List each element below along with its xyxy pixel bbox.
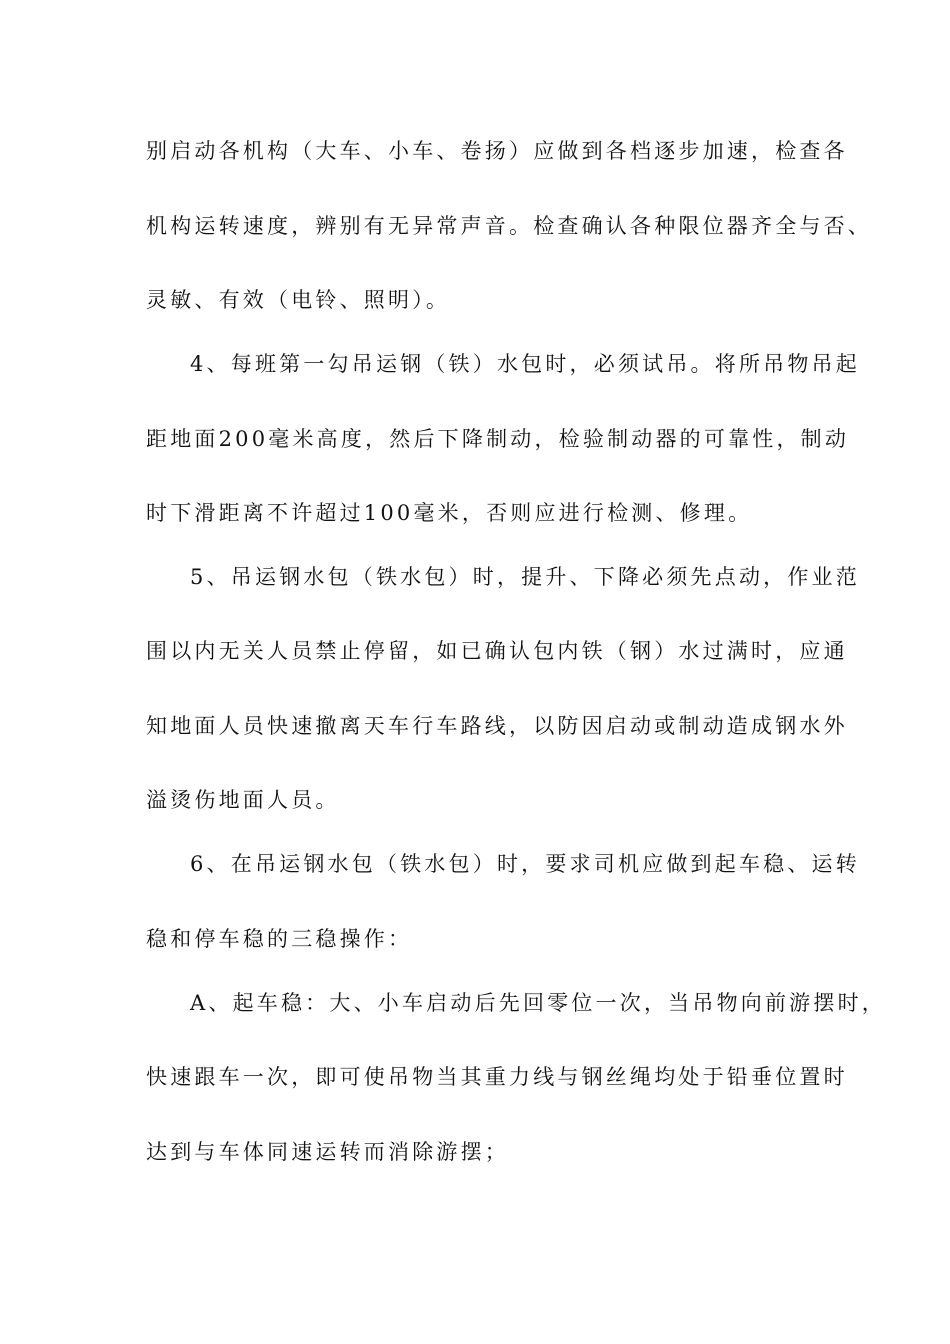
text-line: 机构运转速度，辨别有无异常声音。检查确认各种限位器齐全与否、 <box>146 214 872 238</box>
text-line: 距地面200毫米高度，然后下降制动，检验制动器的可靠性，制动 <box>146 427 850 451</box>
paragraph-start-line: 4、每班第一勾吊运钢（铁）水包时，必须试吊。将所吊物吊起 <box>190 352 860 376</box>
text-line: 稳和停车稳的三稳操作： <box>146 927 413 951</box>
paragraph-start-line: A、起车稳：大、小车启动后先回零位一次，当吊物向前游摆时， <box>190 991 886 1015</box>
text-line: 达到与车体同速运转而消除游摆； <box>146 1140 509 1164</box>
text-line: 别启动各机构（大车、小车、卷扬）应做到各档逐步加速，检查各 <box>146 139 848 163</box>
paragraph-start-line: 6、在吊运钢水包（铁水包）时，要求司机应做到起车稳、运转 <box>190 852 860 876</box>
text-line: 灵敏、有效（电铃、照明）。 <box>146 288 451 312</box>
text-line: 溢烫伤地面人员。 <box>146 788 340 812</box>
text-line: 知地面人员快速撤离天车行车路线，以防因启动或制动造成钢水外 <box>146 714 848 738</box>
paragraph-start-line: 5、吊运钢水包（铁水包）时，提升、下降必须先点动，作业范 <box>190 565 860 589</box>
text-line: 时下滑距离不许超过100毫米，否则应进行检测、修理。 <box>146 501 753 525</box>
text-line: 快速跟车一次，即可使吊物当其重力线与钢丝绳均处于铅垂位置时 <box>146 1065 848 1089</box>
text-line: 围以内无关人员禁止停留，如已确认包内铁（钢）水过满时，应通 <box>146 639 848 663</box>
